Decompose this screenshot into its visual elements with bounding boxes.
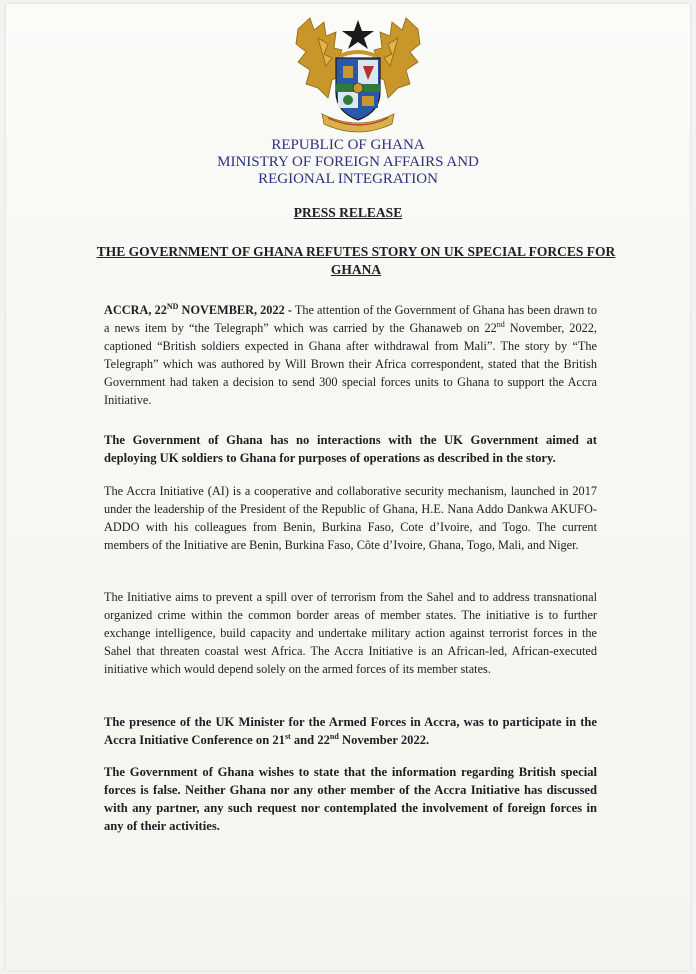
paragraph-initiative-aims: The Initiative aims to prevent a spill over of terrorism from the Sahel and to address transnational organized crime within the common border areas of member states. The initiative is to further exchange intelligence, build capacity and undertake military action against terrorist forces in the Sahel that threaten coastal west Africa. The Accra Initiative is an African-led, African-executed initiative which would depend solely on the armed forces of its member states. bbox=[104, 590, 597, 676]
press-release-label: PRESS RELEASE bbox=[293, 205, 403, 220]
paragraph-intro: ACCRA, 22ND NOVEMBER, 2022 - The attention of the Government of Ghana has been drawn to a news item by “the Telegraph” which was carried by the Ghanaweb on 22nd November, 2022, captioned “British soldiers expected in Ghana after withdrawal from Mali”. The story by “The Telegraph” which was authored by Will Brown their Africa correspondent, stated that the British Government had taken a decision to send 300 special forces units to Ghana to support the Accra Initiative. bbox=[104, 302, 597, 407]
paragraph-accra-initiative: The Accra Initiative (AI) is a cooperative and collaborative security mechanism, launched in 2017 under the leadership of the President of the Republic of Ghana, H.E. Nana Addo Dankwa AKUFO-ADDO with his colleagues from Benin, Burkina Faso, Cote d’Ivoire, and Togo. The current members of the Initiative are Benin, Burkina Faso, Côte d’Ivoire, Ghana, Togo, Mali, and Niger. bbox=[104, 484, 597, 552]
intro-text-b: November, 2022, captioned “British soldiers expected in Ghana after withdrawal from Mali”. The story by “The Telegraph” which was authored by Will Brown their Africa correspondent, stated that the British Government had taken a decision to send 300 special forces units to Ghana to support the Accra Initiative. bbox=[104, 321, 597, 407]
document-headline: THE GOVERNMENT OF GHANA REFUTES STORY ON UK SPECIAL FORCES FOR GHANA bbox=[96, 244, 616, 277]
dateline: ACCRA, 22ND NOVEMBER, 2022 - bbox=[104, 302, 292, 317]
letterhead-republic: REPUBLIC OF GHANA bbox=[271, 137, 425, 153]
paragraph-uk-minister: The presence of the UK Minister for the Armed Forces in Accra, was to participate in the Accra Initiative Conference on 21st and 22nd November 2022. bbox=[104, 715, 597, 747]
paragraph-information-false: The Government of Ghana wishes to state that the information regarding British special forces is false. Neither Ghana nor any other member of the Accra Initiative has discussed with any partner, any such request nor contemplated the involvement of foreign forces in any of their activities. bbox=[104, 765, 597, 833]
intro-text-a: The attention of the Government of Ghana has been drawn to a news item by “the Telegraph” which was carried by the Ghanaweb on 22 bbox=[104, 303, 597, 335]
letterhead-regional-integration: REGIONAL INTEGRATION bbox=[258, 171, 438, 187]
ghana-coat-of-arms-icon bbox=[288, 14, 428, 134]
letterhead-ministry: MINISTRY OF FOREIGN AFFAIRS AND bbox=[217, 154, 479, 170]
document-page bbox=[6, 4, 690, 970]
paragraph-no-interactions: The Government of Ghana has no interactions with the UK Government aimed at deploying UK soldiers to Ghana for purposes of operations as described in the story. bbox=[104, 433, 597, 465]
